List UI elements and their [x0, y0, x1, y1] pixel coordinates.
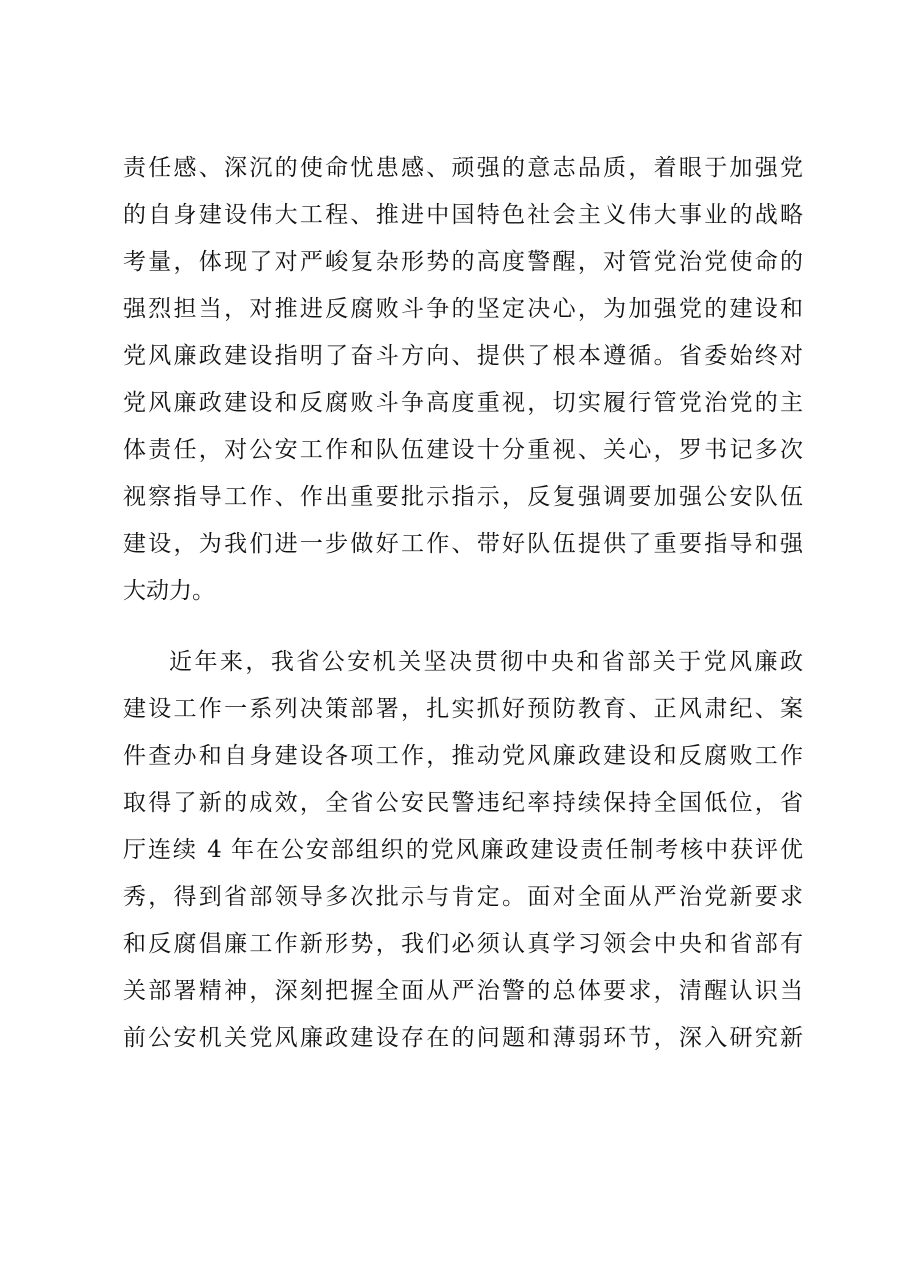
paragraph-1-line-8: 视察指导工作、作出重要批示指示，反复强调要加强公安队伍	[123, 484, 803, 510]
paragraph-2-line-4: 取得了新的成效，全省公安民警违纪率持续保持全国低位，省	[123, 790, 803, 816]
paragraph-2-line-7: 和反腐倡廉工作新形势，我们必须认真学习领会中央和省部有	[123, 931, 803, 957]
paragraph-1-line-6: 党风廉政建设和反腐败斗争高度重视，切实履行管党治党的主	[123, 390, 803, 416]
paragraph-2-line-5: 厅连续 4 年在公安部组织的党风廉政建设责任制考核中获评优	[123, 837, 803, 863]
paragraph-1-line-2: 的自身建设伟大工程、推进中国特色社会主义伟大事业的战略	[123, 202, 803, 228]
paragraph-2-line-2: 建设工作一系列决策部署，扎实抓好预防教育、正风肃纪、案	[123, 696, 803, 722]
paragraph-1-line-10: 大动力。	[123, 578, 215, 604]
paragraph-2-line-8: 关部署精神，深刻把握全面从严治警的总体要求，清醒认识当	[123, 978, 803, 1004]
paragraph-1-line-4: 强烈担当，对推进反腐败斗争的坚定决心，为加强党的建设和	[123, 296, 803, 322]
paragraph-1-line-1: 责任感、深沉的使命忧患感、顽强的意志品质，着眼于加强党	[123, 155, 803, 181]
paragraph-2-line-3: 件查办和自身建设各项工作，推动党风廉政建设和反腐败工作	[123, 743, 803, 769]
paragraph-1-line-5: 党风廉政建设指明了奋斗方向、提供了根本遵循。省委始终对	[123, 343, 803, 369]
paragraph-2-line-1: 近年来，我省公安机关坚决贯彻中央和省部关于党风廉政	[169, 649, 803, 675]
paragraph-1-line-7: 体责任，对公安工作和队伍建设十分重视、关心，罗书记多次	[123, 437, 803, 463]
paragraph-1-line-9: 建设，为我们进一步做好工作、带好队伍提供了重要指导和强	[123, 531, 803, 557]
paragraph-1-line-3: 考量，体现了对严峻复杂形势的高度警醒，对管党治党使命的	[123, 249, 803, 275]
paragraph-2-line-6: 秀，得到省部领导多次批示与肯定。面对全面从严治党新要求	[123, 884, 803, 910]
paragraph-2-line-9: 前公安机关党风廉政建设存在的问题和薄弱环节，深入研究新	[123, 1025, 803, 1051]
